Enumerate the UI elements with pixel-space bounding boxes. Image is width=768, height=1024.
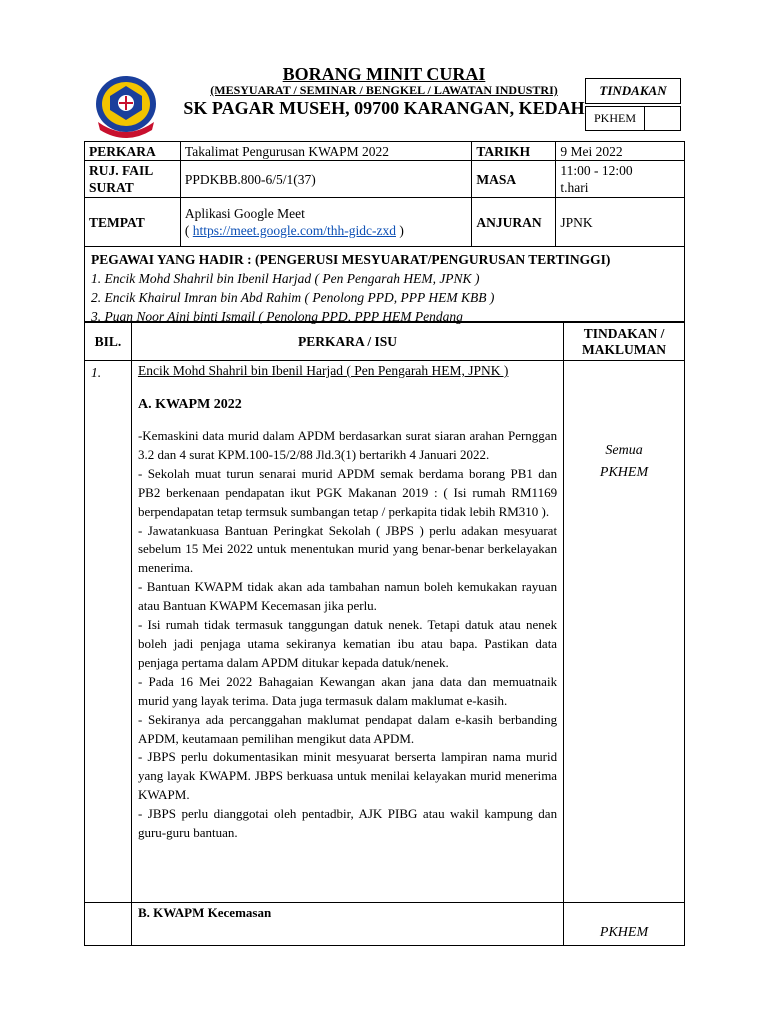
section-a-points bbox=[138, 427, 557, 843]
row-1-bil: 1. bbox=[85, 361, 132, 903]
info-row-perkara bbox=[85, 142, 685, 161]
ruj-value: PPDKBB.800-6/5/1(37) bbox=[180, 161, 471, 198]
ruj-label-line-1: RUJ. FAIL bbox=[89, 163, 154, 178]
point-item: - Bantuan KWAPM tidak akan ada tambahan namun boleh kemukakan rayuan atau Bantuan KWAPM Kecemasan jika perlu. bbox=[137, 579, 558, 614]
minutes-row-2 bbox=[85, 903, 685, 946]
meet-link[interactable]: https://meet.google.com/thh-gidc-zxd bbox=[192, 223, 396, 238]
row-2-bil bbox=[85, 903, 132, 946]
point-item: - JBPS perlu dianggotai oleh pentadbir, AJK PIBG atau wakil kampung dan guru-guru bantuan. bbox=[137, 806, 558, 841]
perkara-value: Takalimat Pengurusan KWAPM 2022 bbox=[180, 142, 471, 161]
form-subtitle: (MESYUARAT / SEMINAR / BENGKEL / LAWATAN INDUSTRI) bbox=[210, 83, 558, 97]
point-item: - Jawatankuasa Bantuan Peringkat Sekolah ( JBPS ) perlu adakan mesyuarat sebelum 15 Mei 2022 untuk menentukan murid yang benar-benar berkelayakan menerima. bbox=[137, 522, 558, 576]
tempat-open-paren: ( bbox=[184, 223, 193, 238]
row-1-issue bbox=[131, 361, 563, 903]
school-crest-logo bbox=[92, 74, 160, 140]
tempat-label: TEMPAT bbox=[85, 198, 181, 247]
row-1-action bbox=[564, 361, 685, 903]
ruj-label bbox=[85, 161, 181, 198]
tempat-value-line-1: Aplikasi Google Meet bbox=[184, 206, 305, 221]
section-b-heading: B. KWAPM Kecemasan bbox=[137, 905, 272, 920]
tarikh-label: TARIKH bbox=[472, 142, 556, 161]
tempat-value bbox=[180, 198, 471, 247]
row-1-action-line-2: PKHEM bbox=[599, 465, 649, 480]
form-title: BORANG MINIT CURAI bbox=[282, 64, 486, 84]
col-header-bil: BIL. bbox=[85, 323, 132, 361]
point-item: - Sekolah muat turun senarai murid APDM semak berdama borang PB1 dan PB2 berkenaan pendapatan ikut PGK Makanan 2019 : ( Isi rumah RM1169 berpendapatan tetap termsuk sumbangan tetap / perkapita tidak lebih RM310 ). bbox=[137, 465, 558, 519]
row-2-issue bbox=[131, 903, 563, 946]
point-item: - JBPS perlu dokumentasikan minit mesyuarat berserta lampiran nama murid yang layak KWAPM. JBPS berkuasa untuk menilai kelayakan murid menerima KWAPM. bbox=[137, 749, 558, 803]
action-box-empty-cell bbox=[645, 106, 681, 131]
point-item: - Sekiranya ada percanggahan maklumat pendapat dalam e-kasih berbanding APDM, keutamaan pemilihan mengikut data APDM. bbox=[137, 711, 558, 746]
attendees-section bbox=[84, 246, 685, 322]
anjuran-value: JPNK bbox=[556, 198, 685, 247]
masa-label: MASA bbox=[472, 161, 556, 198]
attendee-item: 3. Puan Noor Aini binti Ismail ( Penolong PPD, PPP HEM Pendang bbox=[91, 309, 463, 324]
minutes-row-1 bbox=[85, 361, 685, 903]
row-2-action-text: PKHEM bbox=[599, 925, 649, 940]
section-a-heading: A. KWAPM 2022 bbox=[137, 397, 242, 412]
ruj-label-line-2: SURAT bbox=[89, 180, 134, 195]
col-header-tindakan bbox=[564, 323, 685, 361]
col-header-tindakan-line-2: MAKLUMAN bbox=[582, 341, 667, 357]
perkara-label: PERKARA bbox=[85, 142, 181, 161]
col-header-perkara: PERKARA / ISU bbox=[131, 323, 563, 361]
tempat-value-line-2 bbox=[185, 222, 467, 239]
meeting-info-table bbox=[84, 141, 685, 247]
school-name: SK PAGAR MUSEH, 09700 KARANGAN, KEDAH bbox=[183, 98, 585, 118]
point-item: - Isi rumah tidak termasuk tanggungan datuk nenek. Tetapi datuk atau nenek boleh jadi penjaga utama sekiranya kematian ibu atau bapa. Pastikan data penjaga pertama dalam APDM ditukar kepada datuk/nenek. bbox=[137, 617, 558, 670]
attendees-heading: PEGAWAI YANG HADIR : (PENGERUSI MESYUARAT/PENGURUSAN TERTINGGI) bbox=[91, 252, 611, 267]
info-row-tempat bbox=[85, 198, 685, 247]
masa-value bbox=[556, 161, 685, 198]
minutes-header-row bbox=[85, 323, 685, 361]
tempat-close-paren: ) bbox=[396, 223, 404, 238]
info-row-ruj bbox=[85, 161, 685, 198]
row-2-action bbox=[564, 903, 685, 946]
point-item: - Pada 16 Mei 2022 Bahagaian Kewangan akan jana data dan memuatnaik murid yang layak terima. Data juga termasuk dalam maklumat e-kasih. bbox=[137, 673, 558, 708]
action-box-label: TINDAKAN bbox=[585, 78, 681, 104]
anjuran-label: ANJURAN bbox=[472, 198, 556, 247]
col-header-tindakan-line-1: TINDAKAN / bbox=[583, 325, 665, 341]
action-box-value: PKHEM bbox=[585, 106, 645, 131]
masa-value-line-2: t.hari bbox=[560, 180, 589, 195]
minutes-table bbox=[84, 322, 685, 946]
masa-value-line-1: 11:00 - 12:00 bbox=[560, 163, 633, 178]
attendee-item: 2. Encik Khairul Imran bin Abd Rahim ( Penolong PPD, PPP HEM KBB ) bbox=[91, 290, 495, 305]
point-item: -Kemaskini data murid dalam APDM berdasarkan surat siaran arahan Pernggan 3.2 dan 4 surat KPM.100-15/2/88 Jld.3(1) bertarikh 4 Januari 2022. bbox=[137, 428, 558, 462]
tarikh-value: 9 Mei 2022 bbox=[556, 142, 685, 161]
row-1-issue-title: Encik Mohd Shahril bin Ibenil Harjad ( Pen Pengarah HEM, JPNK ) bbox=[137, 363, 509, 378]
attendee-item: 1. Encik Mohd Shahril bin Ibenil Harjad ( Pen Pengarah HEM, JPNK ) bbox=[91, 271, 480, 286]
row-1-action-line-1: Semua bbox=[605, 443, 643, 458]
